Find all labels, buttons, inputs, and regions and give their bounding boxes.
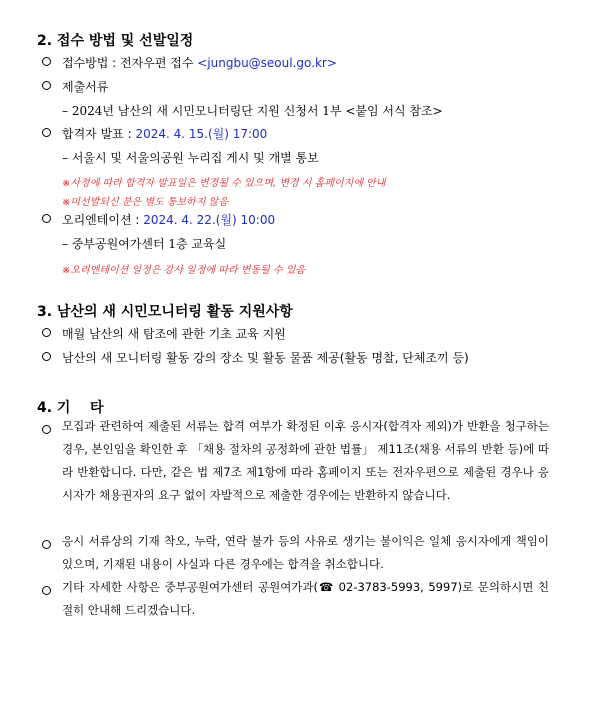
submission-email: <jungbu@seoul.go.kr> [197,56,337,70]
orientation-item: – 중부공원여가센터 1층 교육실 [62,237,227,251]
announcement-note-2: ※미선발되신 분은 별도 통보하지 않음 [62,197,228,208]
circle-bullet-icon [42,57,51,66]
section-4-title: 4. 기 타 [37,400,104,416]
circle-bullet-icon [42,81,51,90]
support-item-2: 남산의 새 모니터링 활동 강의 장소 및 활동 물품 제공(활동 명찰, 단체조끼 등) [62,351,469,365]
circle-bullet-icon [42,128,51,137]
submission-method [62,54,337,71]
announcement-label: 합격자 발표 : [62,127,136,141]
circle-bullet-icon [42,540,51,549]
misc-item-2: 응시 서류상의 기재 착오, 누락, 연락 불가 등의 사유로 생기는 불이익은 일체 응시자에게 책임이 있으며, 기재된 내용이 사실과 다른 경우에는 합격을 취소합니다. [62,534,549,571]
support-item-1: 매월 남산의 새 탐조에 관한 기초 교육 지원 [62,327,286,341]
required-documents-item: – 2024년 남산의 새 시민모니터링단 지원 신청서 1부 <붙임 서식 참조> [62,104,443,118]
announcement-note-1: ※사정에 따라 합격자 발표일은 변경될 수 있으며, 변경 시 홈페이지에 안내 [62,178,386,189]
orientation-note: ※오리엔테이션 일정은 강사 일정에 따라 변동될 수 있음 [62,265,306,276]
orientation [62,211,275,228]
section-3-title: 3. 남산의 새 시민모니터링 활동 지원사항 [37,304,293,320]
orientation-label: 오리엔테이션 : [62,213,144,227]
circle-bullet-icon [42,586,51,595]
orientation-date: 2024. 4. 22.(월) 10:00 [143,213,276,227]
submission-method-label: 접수방법 : 전자우편 접수 [62,56,198,70]
circle-bullet-icon [42,214,51,223]
circle-bullet-icon [42,425,51,434]
misc-item-3: 기타 자세한 사항은 중부공원여가센터 공원여가과(☎ 02-3783-5993, 5997)로 문의하시면 친절히 안내해 드리겠습니다. [62,580,549,617]
circle-bullet-icon [42,328,51,337]
circle-bullet-icon [42,352,51,361]
announcement-item: – 서울시 및 서울의공원 누리집 게시 및 개별 통보 [62,151,319,165]
misc-item-1: 모집과 관련하여 제출된 서류는 합격 여부가 확정된 이후 응시자(합격자 제외)가 반환을 청구하는 경우, 본인임을 확인한 후 「채용 절차의 공정화에 관한 법률」 제11조(채용 서류의 반환 등)에 따라 반환합니다. 다만, 같은 법 제7조 제1항에 따라 홈페이지 또는 전자우편으로 제출된 경우나 응시자가 채용권자의 요구 없이 자발적으로 제출한 경우에는 반환하지 않습니다. [62,419,549,502]
required-documents-label: 제출서류 [62,80,109,94]
section-2-title: 2. 접수 방법 및 선발일정 [37,33,194,49]
announcement-date: 2024. 4. 15.(월) 17:00 [135,127,268,141]
announcement [62,125,267,142]
